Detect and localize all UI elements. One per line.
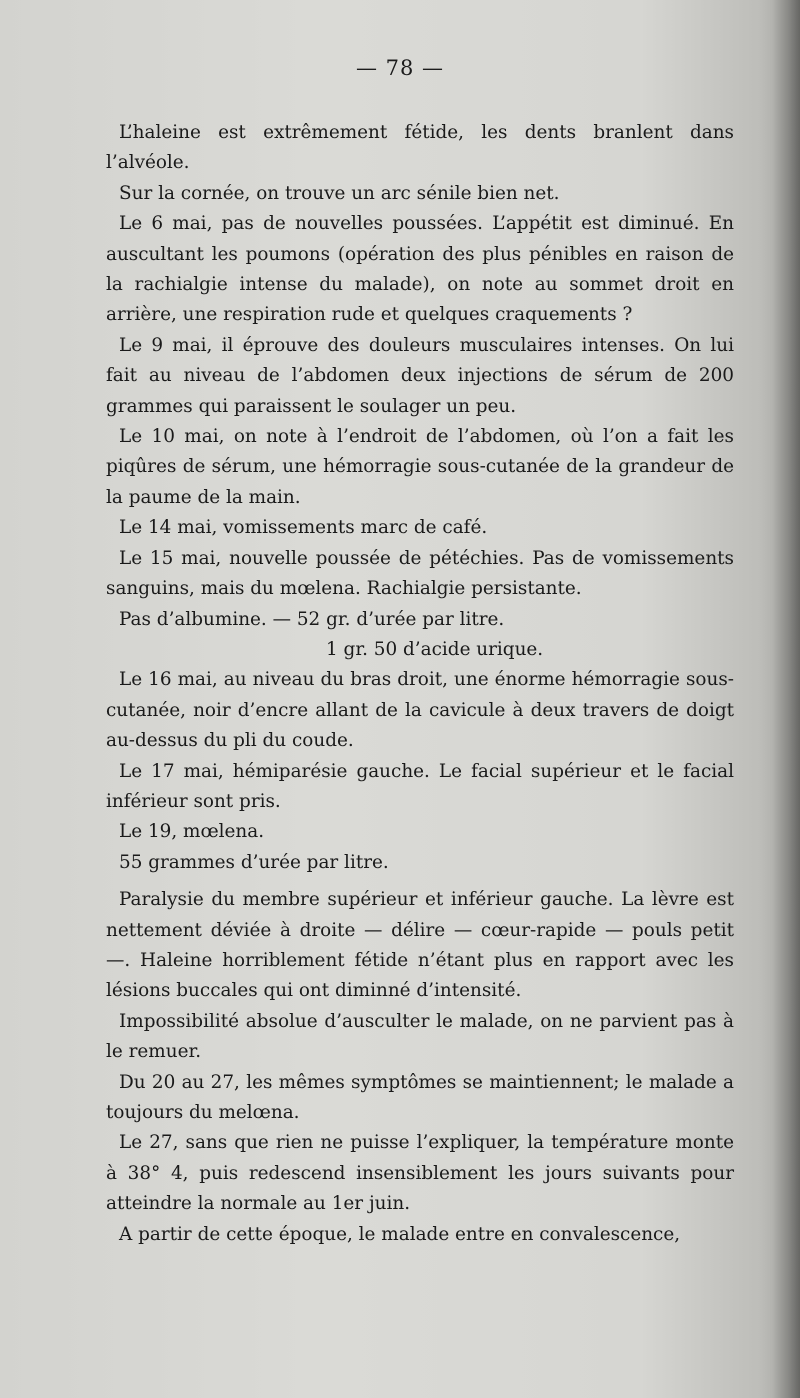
paragraph: Le 15 mai, nouvelle poussée de pétéchies. Pas de vomissements sanguins, mais du mœlena. Rachialgie persistante. — [106, 547, 734, 600]
paragraph: Le 9 mai, il éprouve des douleurs musculaires intenses. On lui fait au niveau de l’abdomen deux injections de sérum de 200 grammes qui paraissent le soulager un peu. — [106, 334, 734, 417]
paragraph: 55 grammes d’urée par litre. — [119, 851, 389, 873]
paragraph: Sur la cornée, on trouve un arc sénile bien net. — [119, 182, 560, 204]
paragraph: Impossibilité absolue d’ausculter le malade, on ne parvient pas à le remuer. — [106, 1010, 734, 1063]
paragraph: Le 19, mœlena. — [119, 821, 265, 843]
paragraph: Le 16 mai, au niveau du bras droit, une énorme hémorragie sous-cutanée, noir d’encre allant de la cavicule à deux travers de doigt au-dessus du pli du coude. — [106, 669, 734, 752]
paragraph-continuation: 1 gr. 50 d’acide urique. — [326, 638, 544, 660]
paragraph: Le 27, sans que rien ne puisse l’expliquer, la température monte à 38° 4, puis redescend insensiblement les jours suivants pour atteindre la normale au 1er juin. — [106, 1132, 734, 1215]
page-number: — 78 — — [355, 56, 445, 80]
paragraph: Du 20 au 27, les mêmes symptômes se maintiennent; le malade a toujours du melœna. — [106, 1071, 734, 1123]
paragraph: Pas d’albumine. — 52 gr. d’urée par litre. — [119, 608, 505, 630]
paragraph: Paralysie du membre supérieur et inférieur gauche. La lèvre est nettement déviée à droite — délire — cœur-rapide — pouls petit —. Haleine horriblement fétide n’étant plus en rapport avec les lésions buccales qui ont diminné d’intensité. — [106, 889, 734, 1002]
body-text — [106, 118, 734, 1250]
paragraph: Le 6 mai, pas de nouvelles poussées. L’appétit est diminué. En auscultant les poumons (opération des plus pénibles en raison de la rachialgie intense du malade), on note au sommet droit en arrière, une respiration rude et quelques craquements ? — [106, 213, 734, 326]
paragraph: Le 10 mai, on note à l’endroit de l’abdomen, où l’on a fait les piqûres de sérum, une hémorragie sous-cutanée de la grandeur de la paume de la main. — [106, 426, 734, 508]
paragraph: L’haleine est extrêmement fétide, les dents branlent dans l’alvéole. — [106, 122, 734, 174]
page-edge-shadow — [772, 0, 800, 1398]
paragraph: Le 17 mai, hémiparésie gauche. Le facial supérieur et le facial inférieur sont pris. — [106, 760, 734, 812]
paragraph: Le 14 mai, vomissements marc de café. — [119, 517, 488, 539]
paragraph: A partir de cette époque, le malade entre en convalescence, — [119, 1223, 681, 1245]
